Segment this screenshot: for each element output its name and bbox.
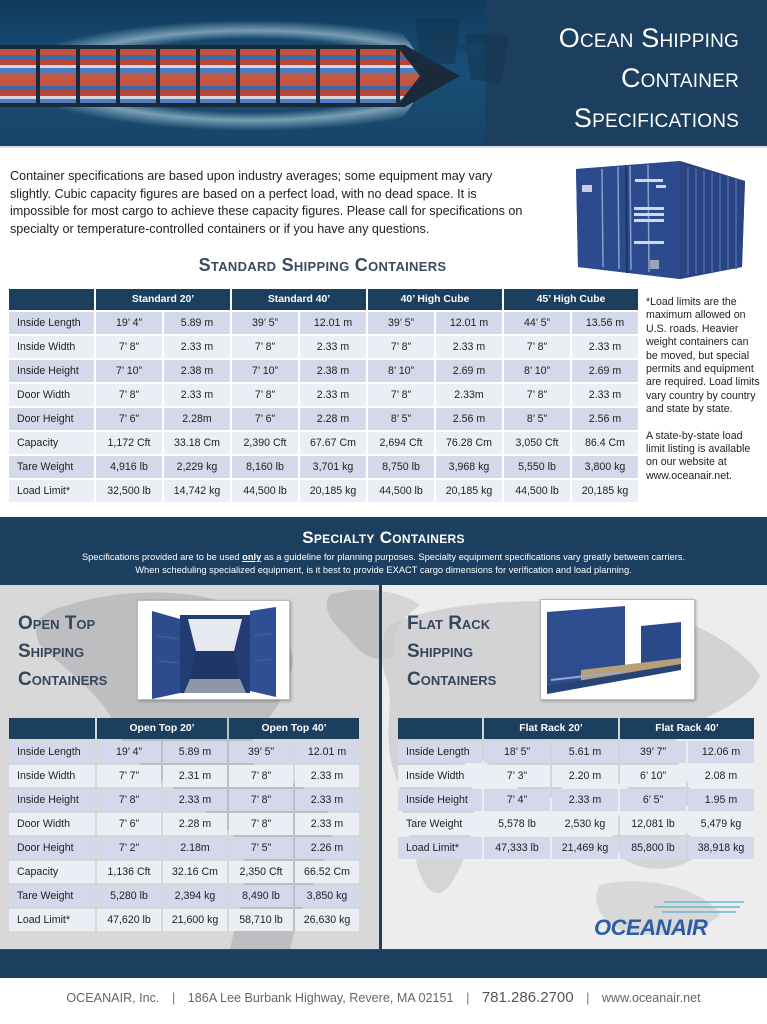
table-cell: 76.28 Cm	[436, 432, 502, 454]
disclaimer-text-part: Specifications provided are to be used	[81, 552, 243, 562]
table-row	[9, 909, 359, 931]
table-cell: 7’ 8”	[97, 789, 161, 811]
table-cell: 67.67 Cm	[300, 432, 366, 454]
table-cell: 7’ 8”	[504, 384, 570, 406]
table-cell: 2.33 m	[552, 789, 618, 811]
table-cell: 8,490 lb	[229, 885, 293, 907]
table-row	[9, 336, 638, 358]
table-cell: 1,172 Cft	[96, 432, 162, 454]
table-cell: 12.01 m	[300, 312, 366, 334]
separator: |	[466, 991, 470, 1005]
table-cell: 7’ 5”	[229, 837, 293, 859]
table-cell: 2.33 m	[436, 336, 502, 358]
header-empty	[9, 718, 95, 739]
row-label: Capacity	[9, 861, 95, 883]
table-cell: 7’ 8”	[96, 384, 162, 406]
specialty-section-header	[0, 517, 767, 585]
open-top-table	[7, 716, 361, 933]
table-cell: 39’ 7”	[620, 741, 686, 763]
table-cell: 12,081 lb	[620, 813, 686, 835]
table-row	[398, 837, 754, 859]
table-row	[9, 765, 359, 787]
table-cell: 39’ 5”	[229, 741, 293, 763]
footer-band	[0, 949, 767, 978]
table-cell: 5,550 lb	[504, 456, 570, 478]
load-limit-note-text: *Load limits are the maximum allowed on U.S. roads. Heavier weight containers can be moved, but special permits and equipment are required. Load limits vary country by country and state by state.	[646, 296, 760, 416]
separator: |	[171, 991, 176, 1005]
intro-paragraph: Container specifications are based upon industry averages; some equipment may vary slightly. Cubic capacity figures are based on a perfect load, with no dead space. It is impossible for most cargo to achieve these capacity figures. Please call for specifications on specialty or temperature-controlled containers or if you have any questions.	[10, 169, 523, 236]
table-cell: 7’ 8”	[232, 336, 298, 358]
table-cell: 19’ 4”	[96, 312, 162, 334]
table-cell: 2.33 m	[163, 789, 227, 811]
table-row	[9, 741, 359, 763]
table-cell: 7’ 2”	[97, 837, 161, 859]
logo-streaks-icon	[644, 899, 744, 915]
table-cell: 2.56 m	[436, 408, 502, 430]
row-label: Door Width	[9, 813, 95, 835]
table-cell: 12.06 m	[688, 741, 754, 763]
table-cell: 8’ 10”	[504, 360, 570, 382]
table-row	[9, 837, 359, 859]
title-line: Containers	[407, 669, 497, 690]
ship-containers	[0, 49, 420, 103]
table-cell: 3,050 Cft	[504, 432, 570, 454]
table-row	[398, 741, 754, 763]
table-cell: 32,500 lb	[96, 480, 162, 502]
table-cell: 8,160 lb	[232, 456, 298, 478]
table-cell: 5,578 lb	[484, 813, 550, 835]
table-cell: 8’ 5”	[504, 408, 570, 430]
open-top-container-icon	[138, 601, 289, 699]
title-line: Specifications	[573, 103, 739, 133]
table-cell: 5,479 kg	[688, 813, 754, 835]
flat-rack-table	[396, 716, 756, 861]
row-label: Inside Length	[9, 312, 94, 334]
row-label: Tare Weight	[398, 813, 482, 835]
specialty-section-title: Specialty Containers	[302, 528, 465, 547]
row-label: Inside Width	[9, 336, 94, 358]
table-cell: 7’ 8”	[229, 789, 293, 811]
title-line: Open Top	[18, 613, 96, 634]
open-top-title	[18, 610, 107, 694]
state-listing-note: A state-by-state load limit listing is available on our website at www.oceanair.net.	[646, 429, 751, 482]
title-line: Containers	[18, 669, 108, 690]
table-cell: 2.20 m	[552, 765, 618, 787]
table-cell: 2.33 m	[164, 336, 230, 358]
table-cell: 7’ 10”	[96, 360, 162, 382]
row-label: Load Limit*	[398, 837, 482, 859]
table-cell: 2.69 m	[572, 360, 638, 382]
table-cell: 2,350 Cft	[229, 861, 293, 883]
table-row	[398, 789, 754, 811]
table-cell: 44,500 lb	[368, 480, 434, 502]
table-cell: 7’ 10”	[232, 360, 298, 382]
table-header-row	[9, 289, 638, 310]
table-cell: 7’ 8”	[96, 336, 162, 358]
table-cell: 12.01 m	[436, 312, 502, 334]
table-cell: 3,968 kg	[436, 456, 502, 478]
table-cell: 7’ 8”	[229, 813, 293, 835]
table-cell: 7’ 8”	[368, 336, 434, 358]
table-cell: 2.33 m	[295, 789, 359, 811]
table-cell: 6’ 5”	[620, 789, 686, 811]
table-cell: 2,394 kg	[163, 885, 227, 907]
logo-text: OCEANAIR	[594, 915, 708, 940]
table-cell: 2.08 m	[688, 765, 754, 787]
specialty-disclaimer	[0, 551, 767, 577]
table-cell: 47,333 lb	[484, 837, 550, 859]
table-row	[9, 456, 638, 478]
table-cell: 7’ 6”	[232, 408, 298, 430]
oceanair-logo	[594, 899, 744, 939]
table-cell: 20,185 kg	[300, 480, 366, 502]
table-cell: 13.56 m	[572, 312, 638, 334]
table-row	[9, 813, 359, 835]
table-cell: 7’ 6”	[97, 813, 161, 835]
table-cell: 2.33 m	[295, 765, 359, 787]
table-cell: 21,469 kg	[552, 837, 618, 859]
header-standard-20: Standard 20’	[96, 289, 230, 310]
table-cell: 7’ 8”	[368, 384, 434, 406]
table-cell: 33.18 Cm	[164, 432, 230, 454]
table-cell: 2.33 m	[300, 336, 366, 358]
row-label: Inside Length	[398, 741, 482, 763]
title-line: Flat Rack	[407, 613, 491, 634]
table-row	[9, 312, 638, 334]
table-cell: 21,600 kg	[163, 909, 227, 931]
row-label: Inside Width	[9, 765, 95, 787]
table-cell: 2.33 m	[572, 384, 638, 406]
title-line: Container	[620, 63, 739, 93]
load-limit-note	[646, 296, 762, 483]
table-row	[9, 360, 638, 382]
table-cell: 8’ 10”	[368, 360, 434, 382]
table-cell: 2.38 m	[300, 360, 366, 382]
row-label: Inside Width	[398, 765, 482, 787]
footer	[0, 989, 767, 1006]
table-cell: 5.89 m	[164, 312, 230, 334]
table-cell: 5,280 lb	[97, 885, 161, 907]
table-cell: 2,229 kg	[164, 456, 230, 478]
disclaimer-text-part: as a guideline for planning purposes. Specialty equipment specifications vary greatly between carriers.	[261, 552, 686, 562]
table-cell: 2.56 m	[572, 408, 638, 430]
table-cell: 18’ 5”	[484, 741, 550, 763]
table-cell: 7’ 3”	[484, 765, 550, 787]
table-cell: 44,500 lb	[232, 480, 298, 502]
table-cell: 1,136 Cft	[97, 861, 161, 883]
decorative-shapes-icon	[410, 14, 530, 104]
table-cell: 7’ 8”	[232, 384, 298, 406]
standard-containers-table	[7, 287, 640, 504]
row-label: Load Limit*	[9, 480, 94, 502]
table-row	[9, 861, 359, 883]
header-high-cube-45: 45’ High Cube	[504, 289, 638, 310]
table-cell: 3,800 kg	[572, 456, 638, 478]
table-row	[398, 765, 754, 787]
flat-rack-container-icon	[541, 600, 694, 699]
table-cell: 38,918 kg	[688, 837, 754, 859]
table-cell: 7’ 7”	[97, 765, 161, 787]
table-cell: 6’ 10”	[620, 765, 686, 787]
table-cell: 3,850 kg	[295, 885, 359, 907]
row-label: Tare Weight	[9, 885, 95, 907]
table-cell: 8’ 5”	[368, 408, 434, 430]
table-cell: 2.33 m	[300, 384, 366, 406]
table-cell: 44,500 lb	[504, 480, 570, 502]
flat-rack-container-image	[540, 599, 695, 700]
open-top-container-image	[137, 600, 290, 700]
separator: |	[586, 991, 590, 1005]
table-cell: 2.26 m	[295, 837, 359, 859]
header-high-cube-40: 40’ High Cube	[368, 289, 502, 310]
table-cell: 3,701 kg	[300, 456, 366, 478]
company-phone: 781.286.2700	[481, 989, 574, 1006]
row-label: Door Width	[9, 384, 94, 406]
header-flat-rack-40: Flat Rack 40’	[620, 718, 754, 739]
table-cell: 2.28 m	[163, 813, 227, 835]
table-cell: 2,530 kg	[552, 813, 618, 835]
table-cell: 39’ 5”	[368, 312, 434, 334]
table-cell: 19’ 4”	[97, 741, 161, 763]
table-row	[9, 408, 638, 430]
row-label: Tare Weight	[9, 456, 94, 478]
title-line: Shipping	[407, 641, 474, 662]
table-cell: 5.89 m	[163, 741, 227, 763]
website-link[interactable]: www.oceanair.net	[601, 991, 701, 1005]
row-label: Door Height	[9, 837, 95, 859]
table-row	[9, 885, 359, 907]
table-cell: 5.61 m	[552, 741, 618, 763]
table-cell: 85,800 lb	[620, 837, 686, 859]
table-cell: 2.28 m	[300, 408, 366, 430]
table-cell: 2,694 Cft	[368, 432, 434, 454]
table-cell: 86.4 Cm	[572, 432, 638, 454]
flat-rack-title	[407, 610, 496, 694]
disclaimer-line-2: When scheduling specialized equipment, is it best to provide EXACT cargo dimensions for verification and load planning.	[135, 565, 632, 575]
table-cell: 7’ 8”	[504, 336, 570, 358]
row-label: Inside Length	[9, 741, 95, 763]
row-label: Capacity	[9, 432, 94, 454]
table-cell: 7’ 6”	[96, 408, 162, 430]
table-row	[398, 813, 754, 835]
table-cell: 7’ 8”	[229, 765, 293, 787]
table-cell: 47,620 lb	[97, 909, 161, 931]
table-cell: 66.52 Cm	[295, 861, 359, 883]
header-open-top-20: Open Top 20’	[97, 718, 227, 739]
table-cell: 2.18m	[163, 837, 227, 859]
table-row	[9, 789, 359, 811]
header-flat-rack-20: Flat Rack 20’	[484, 718, 618, 739]
table-cell: 2.38 m	[164, 360, 230, 382]
table-cell: 12.01 m	[295, 741, 359, 763]
title-line: Ocean Shipping	[558, 23, 739, 53]
table-cell: 2.69 m	[436, 360, 502, 382]
row-label: Load Limit*	[9, 909, 95, 931]
table-cell: 2.31 m	[163, 765, 227, 787]
row-label: Inside Height	[9, 789, 95, 811]
row-label: Inside Height	[9, 360, 94, 382]
row-label: Door Height	[9, 408, 94, 430]
table-cell: 4,916 lb	[96, 456, 162, 478]
table-cell: 8,750 lb	[368, 456, 434, 478]
table-row	[9, 384, 638, 406]
table-cell: 2.33 m	[572, 336, 638, 358]
standard-section-title: Standard Shipping Containers	[198, 255, 447, 275]
table-cell: 2.33 m	[295, 813, 359, 835]
hero-banner	[0, 0, 767, 148]
table-cell: 1.95 m	[688, 789, 754, 811]
table-cell: 20,185 kg	[572, 480, 638, 502]
table-cell: 2,390 Cft	[232, 432, 298, 454]
table-cell: 20,185 kg	[436, 480, 502, 502]
table-header-row	[9, 718, 359, 739]
table-cell: 2.33 m	[164, 384, 230, 406]
table-cell: 32.16 Cm	[163, 861, 227, 883]
table-cell: 14,742 kg	[164, 480, 230, 502]
table-cell: 39’ 5”	[232, 312, 298, 334]
disclaimer-emphasis: only	[242, 552, 262, 562]
table-cell: 2.33m	[436, 384, 502, 406]
page-title	[559, 18, 739, 138]
table-cell: 7’ 4”	[484, 789, 550, 811]
table-cell: 26,630 kg	[295, 909, 359, 931]
table-header-row	[398, 718, 754, 739]
table-cell: 58,710 lb	[229, 909, 293, 931]
header-open-top-40: Open Top 40’	[229, 718, 359, 739]
row-label: Inside Height	[398, 789, 482, 811]
company-name: OCEANAIR, Inc.	[66, 991, 160, 1005]
header-empty	[398, 718, 482, 739]
header-standard-40: Standard 40’	[232, 289, 366, 310]
table-row	[9, 432, 638, 454]
table-cell: 44’ 5”	[504, 312, 570, 334]
title-line: Shipping	[18, 641, 85, 662]
header-empty	[9, 289, 94, 310]
table-row	[9, 480, 638, 502]
company-address: 186A Lee Burbank Highway, Revere, MA 02151	[187, 991, 454, 1005]
table-cell: 2.28m	[164, 408, 230, 430]
